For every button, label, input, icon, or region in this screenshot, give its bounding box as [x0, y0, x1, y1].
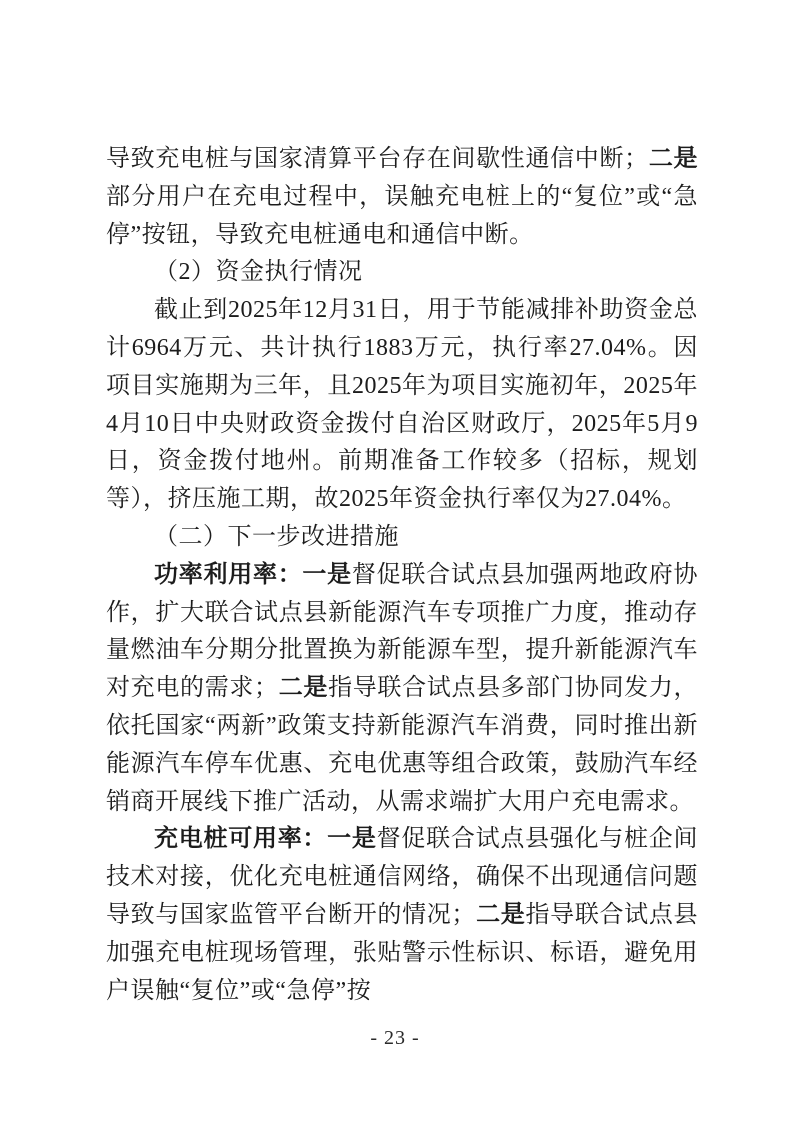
- text-run-bold: 二是: [475, 901, 526, 928]
- page-number: - 23 -: [370, 1027, 420, 1049]
- text-run-bold: 充电桩可用率：一是: [154, 826, 377, 853]
- text-run: 截止到2025年12月31日，用于节能减排补助资金总计6964万元、共计执行1883万元，执行率27.04%。因项目实施期为三年，且2025年为项目实施初年，2025年4月10日中央财政资金拨付自治区财政厅，2025年5月9日，资金拨付地州。前期准备工作较多（招标，规划等），挤压施工期，故2025年资金执行率仅为27.04%。: [106, 297, 698, 513]
- heading-text: （2）资金执行情况: [154, 259, 363, 286]
- text-run: 指导联合试点县多部门协同发力，依托国家“两新”政策支持新能源汽车消费，同时推出新能源汽车停车优惠、充电优惠等组合政策，鼓励汽车经销商开展线下推广活动，从需求端扩大用户充电需求。: [106, 675, 699, 815]
- text-run-bold: 二是: [278, 675, 329, 702]
- text-run: 督促联合试点县加强两地政府协作，扩大联合试点县新能源汽车专项推广力度，推动存量燃油车分期分批置换为新能源车型，提升新能源汽车对充电的需求；: [106, 561, 699, 702]
- paragraph-power-utilization-rate: [106, 557, 698, 822]
- text-run: 导致充电桩与国家清算平台存在间歇性通信中断；: [106, 146, 649, 172]
- paragraph-funding-details: [106, 292, 698, 519]
- text-run: 督促联合试点县强化与桩企间技术对接，优化充电桩通信网络，确保不出现通信问题导致与国家监管平台断开的情况；: [106, 826, 699, 928]
- paragraph-charger-availability-rate: [106, 821, 698, 1010]
- text-run-bold: 二是: [648, 146, 699, 172]
- heading-next-step-measures: [106, 519, 698, 557]
- heading-text: （二）下一步改进措施: [154, 523, 399, 550]
- document-body: [106, 141, 698, 1010]
- page-footer: [0, 1024, 790, 1052]
- paragraph-communication-interruption: [106, 141, 698, 254]
- text-run: 部分用户在充电过程中，误触充电桩上的“复位”或“急停”按钮，导致充电桩通电和通信中断。: [106, 183, 698, 248]
- text-run: 指导联合试点县加强充电桩现场管理，张贴警示性标识、标语，避免用户误触“复位”或“急停”按: [106, 901, 699, 1004]
- text-run-bold: 功率利用率：一是: [154, 561, 352, 588]
- heading-funding-execution: [106, 254, 698, 292]
